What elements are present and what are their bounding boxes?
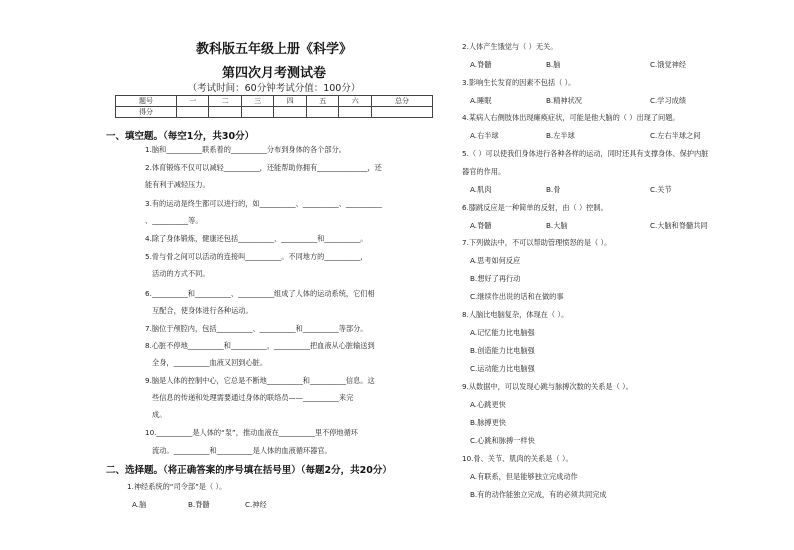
question-4: 4.某病人右侧肢体出现瘫痪症状，可能是他大脑的（ ）出现了问题。	[462, 113, 680, 122]
fill-line: 10.__________是人体的“泵”，推动血液在__________里不停地循环	[145, 428, 358, 437]
q4-option-a: A.右半球	[470, 131, 499, 140]
q9-option-b: B.脉搏更快	[470, 418, 506, 427]
fill-line: 3.有的运动是终生都可以进行的，如__________、__________、__________	[145, 199, 382, 208]
fill-line: 9.脑是人体的控制中心，它总是不断地__________和__________信息。这	[145, 376, 375, 385]
section2-heading: 二、选择题。（将正确答案的序号填在括号里）（每题2分，共20分）	[106, 465, 392, 476]
question-8: 8.人脑比电脑复杂，体现在（ ）。	[462, 310, 569, 319]
score-row-label: 得分	[116, 107, 177, 118]
q10-option-a: A.有联系，但是能够独立完成动作	[470, 472, 578, 481]
score-table-cell: 题号	[116, 96, 177, 107]
fill-line: 、__________等。	[145, 216, 203, 225]
q6-option-c: C.大脑和脊髓共同	[650, 221, 708, 230]
score-input-cell[interactable]	[209, 107, 242, 118]
score-table-cell: 六	[339, 96, 372, 107]
fill-line: 6.__________和__________、__________组成了人体的运动系统，它们相	[145, 289, 375, 298]
q3-option-a: A.睡眠	[470, 96, 492, 105]
question-5-cont: 器官的作用。	[462, 167, 506, 176]
q9-option-a: A.心跳更快	[470, 400, 506, 409]
q10-option-b: B.有的动作能独立完成，有的必须共同完成	[470, 490, 607, 499]
score-table-cell: 三	[241, 96, 274, 107]
question-2: 2.人体产生饿觉与（ ）无关。	[462, 42, 558, 51]
q6-option-b: B.大脑	[546, 221, 568, 230]
q1-option-a: A.脑	[132, 500, 147, 509]
q3-option-c: C.学习成绩	[650, 96, 687, 105]
q8-option-c: C.运动能力比电脑强	[470, 364, 535, 373]
score-input-cell[interactable]	[241, 107, 274, 118]
fill-line: 流动。__________和__________是人体的血液循环器官。	[152, 446, 332, 455]
fill-line: 全身，__________血液又回到心脏。	[152, 358, 268, 367]
q2-option-b: B.脑	[546, 60, 561, 69]
fill-line: 4.除了身体锻炼，健康还包括__________、__________和__________。	[145, 234, 368, 243]
q5-option-a: A.肌肉	[470, 185, 492, 194]
score-table-cell: 五	[306, 96, 339, 107]
question-3: 3.影响生长发育的因素不包括（ ）。	[462, 78, 576, 87]
q8-option-b: B.创造能力比电脑强	[470, 346, 535, 355]
fill-line: 成。	[152, 410, 167, 419]
question-9: 9.从数据中，可以发现心跳与脉搏次数的关系是（ ）。	[462, 382, 633, 391]
q7-option-a: A.思考如何反应	[470, 256, 521, 265]
q1-option-c: C.神经	[245, 500, 267, 509]
fill-line: 5.骨与骨之间可以活动的连接叫__________。不同地方的__________，	[145, 252, 368, 261]
question-1: 1.神经系统的“司令部”是（ ）。	[127, 482, 227, 491]
q7-option-b: B.想好了再行动	[470, 274, 521, 283]
q4-option-c: C.左右半球之间	[650, 131, 701, 140]
section1-heading: 一、填空题。（每空1分，共30分）	[106, 131, 255, 142]
question-7: 7.下列做法中，不可以帮助管理愤怒的是（ ）。	[462, 238, 612, 247]
q6-option-a: A.脊髓	[470, 221, 492, 230]
question-10: 10.骨、关节、肌肉的关系是（ ）。	[462, 454, 573, 463]
score-table	[115, 95, 433, 118]
score-table-header-row	[116, 96, 433, 107]
score-table-cell: 二	[209, 96, 242, 107]
fill-line: 1.脑和__________联系着的__________分布到身体的各个部分。	[145, 145, 346, 154]
score-input-cell[interactable]	[371, 107, 432, 118]
score-input-cell[interactable]	[176, 107, 209, 118]
q1-option-b: B.脊髓	[188, 500, 210, 509]
q9-option-c: C.心跳和脉搏一样快	[470, 436, 535, 445]
q5-option-c: C.关节	[650, 185, 672, 194]
fill-line: 7.脑位于颅腔内，包括__________、__________和__________等部分。	[145, 324, 368, 333]
q8-option-a: A.记忆能力比电脑强	[470, 328, 535, 337]
q2-option-c: C.饿觉神经	[650, 60, 687, 69]
fill-line: 些信息的传递和处理需要通过身体的联络员——__________来完	[152, 393, 354, 402]
exam-subtitle: 第四次月考测试卷	[221, 66, 326, 81]
q5-option-b: B.骨	[546, 185, 561, 194]
score-table-cell: 一	[176, 96, 209, 107]
score-table-cell: 总分	[371, 96, 432, 107]
score-input-cell[interactable]	[306, 107, 339, 118]
question-5: 5.（ ）可以使我们身体进行各种各样的运动，同时还具有支撑身体、保护内脏	[462, 149, 709, 158]
score-input-cell[interactable]	[339, 107, 372, 118]
fill-line: 2.体育锻炼不仅可以减轻__________，还能帮助你拥有______________，还	[145, 163, 382, 172]
fill-line: 活动的方式不同。	[152, 269, 210, 278]
fill-line: 能有利于减轻压力。	[145, 180, 210, 189]
q2-option-a: A.脊髓	[470, 60, 492, 69]
q3-option-b: B.精神状况	[546, 96, 582, 105]
fill-line: 互配合，使身体进行各种运动。	[152, 306, 253, 315]
score-input-cell[interactable]	[274, 107, 307, 118]
q7-option-c: C.继续作出说的话和在做的事	[470, 292, 564, 301]
exam-title: 教科版五年级上册《科学》	[195, 42, 352, 57]
score-table-score-row	[116, 107, 433, 118]
fill-line: 8.心脏不停地__________和__________，__________把血液从心脏输送到	[145, 341, 375, 350]
exam-info: （考试时间：60分钟考试分值：100分）	[187, 83, 361, 94]
question-6: 6.膝跳反应是一种简单的反射，由（ ）控制。	[462, 203, 608, 212]
q4-option-b: B.左半球	[546, 131, 575, 140]
score-table-cell: 四	[274, 96, 307, 107]
